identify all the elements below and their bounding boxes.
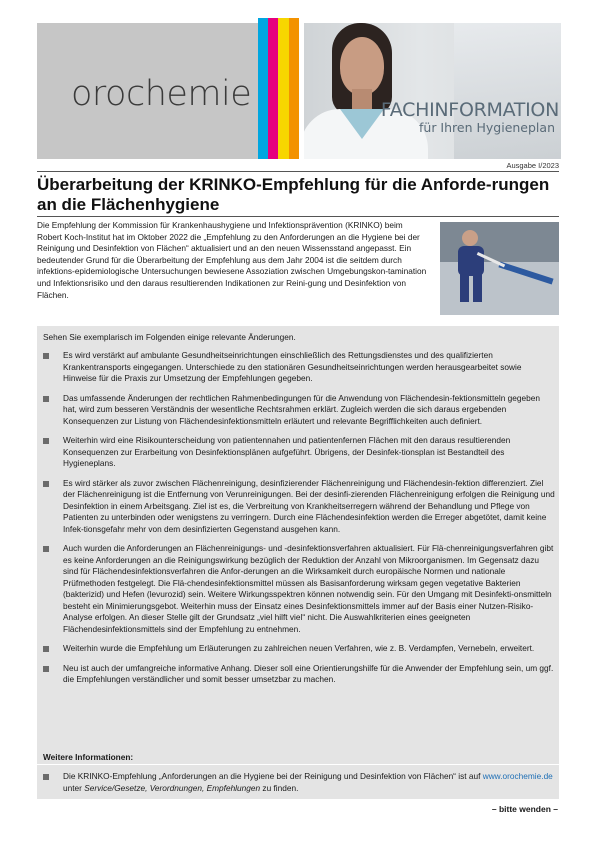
- stripe-blue: [258, 18, 268, 159]
- orochemie-link[interactable]: www.orochemie.de: [482, 771, 553, 781]
- color-stripes: [258, 18, 304, 159]
- bullet-square-icon: [43, 546, 49, 552]
- bullet-square-icon: [43, 353, 49, 359]
- changes-intro: Sehen Sie exemplarisch im Folgenden einige relevante Änderungen.: [43, 332, 296, 342]
- more-info-divider: [37, 764, 559, 765]
- bullet-square-icon: [43, 438, 49, 444]
- more-info-title: Weitere Informationen:: [43, 752, 134, 762]
- site-path: Service/Gesetze, Verordnungen, Empfehlungen: [84, 782, 261, 793]
- cleaning-photo: [440, 222, 559, 315]
- bullet-square-icon: [43, 396, 49, 402]
- fachinformation-title: FACHINFORMATION: [380, 99, 559, 121]
- orochemie-logo: orochemie: [71, 74, 252, 114]
- page-title: Überarbeitung der KRINKO-Empfehlung für die Anforde-rungen an die Flächenhygiene: [37, 175, 550, 214]
- divider-top: [37, 171, 559, 172]
- more-info-box: [37, 747, 559, 799]
- changes-box: [37, 326, 559, 747]
- turn-page-note: – bitte wenden –: [491, 804, 558, 814]
- list-item: Neu ist auch der umfangreiche informative Anhang. Dieser soll eine Orientierungshilfe für die Anwender der Empfehlung sein, um ggf. die Empfehlungen verständlicher und somit besser umsetzbar zu machen.: [43, 663, 555, 686]
- cleaning-illustration: [440, 222, 559, 315]
- bullet-square-icon: [43, 666, 49, 672]
- fachinformation-subtitle: für Ihren Hygieneplan: [419, 120, 555, 135]
- changes-list: [43, 350, 555, 694]
- list-item: Weiterhin wurde die Empfehlung um Erläuterungen zu zahlreichen neuen Verfahren, wie z. B. Verdampfen, Vernebeln, erweitert.: [43, 643, 555, 655]
- issue-label: Ausgabe I/2023: [506, 161, 559, 170]
- list-item: Es wird verstärkt auf ambulante Gesundheitseinrichtungen einschließlich des Rettungsdienstes und des qualifizierten Krankentransports eingegangen. Unterschiede zu den stationären Gesundheitseinrichtungen werden herausgearbeitet sowie Hinweise für die Praxis zur Umsetzung der Empfehlungen gegeben.: [43, 350, 555, 385]
- stripe-yellow: [278, 18, 289, 159]
- stripe-magenta: [268, 18, 278, 159]
- list-item: Es wird stärker als zuvor zwischen Flächenreinigung, desinfizierender Flächenreinigung und Flächendesin-fektion differenziert. Ziel der Flächenreinigung ist die Entfernung von Verunreinigungen. Bei der desinfi-zierenden Flächenreinigung erfolgen die Reinigung und Desinfektion in einem Arbeitsgang. Ziel ist es, die Verbreitung von Krankheitserregern während der Behandlung und Pflege von Patienten zu unterbinden oder wenigstens zu verringern. Durch eine Flächendesinfektion werden die Erreger abgetötet, damit keine Infek-tionsgefahr mehr von dem desinfizierten Gegenstand ausgehen kann.: [43, 478, 555, 536]
- bullet-square-icon: [43, 646, 49, 652]
- stripe-orange: [289, 18, 299, 159]
- header-banner: [37, 18, 561, 159]
- list-item: Das umfassende Änderungen der rechtlichen Rahmenbedingungen für die Anwendung von Flächendesin-fektionsmitteln gegeben hat, wird zum besseren Verständnis der wesentliche Rechtsrahmen erklärt. Zugleich werden die sich daraus ergebenden Konsequenzen zur Listung von Flächendesinfektionsmitteln erläutert und relevante Begrifflichkeiten auch definiert.: [43, 393, 555, 428]
- list-item: Weiterhin wird eine Risikounterscheidung von patientennahen und patientenfernen Flächen mit den daraus resultierenden Konsequenzen zur Erarbeitung von Desinfektionsplänen aufgeführt. Übrigens, der Desinfek-tionsplan ist Bestandteil des Hygieneplans.: [43, 435, 555, 470]
- list-item: Auch wurden die Anforderungen an Flächenreinigungs- und -desinfektionsverfahren aktualisiert. Für Flä-chenreinigungsverfahren gibt es keine Anforderungen an die Reinigungswirkung bezüglich der Reduktion der Anzahl von Mikroorganismen. Im Gegensatz dazu sind für Flächendesinfektionsverfahren die Anfor-derungen an die Wirksamkeit durch europäische Normen und nationale Prüfmethoden festgelegt. Die Flä-chendesinfektionsmittel müssen als Basisanforderung wirksam gegen vegetative Bakterien (bakterizid) und Hefen (levurozid) sein. Weitere Wirkungsspektren können notwendig sein. Für den Umgang mit Desinfekti-onsmitteln besteht ein Minimierungsgebot. Weiterhin muss der Einsatz eines Desinfektionsmittels immer auf der Basis einer Nutzen-Risiko-Analyse erfolgen. An dieser Stelle gilt der Grundsatz „viel hilft viel“ nicht. Die Auswahlkriterien eines geeigneten Flächendesinfektionsmittels sind der Empfehlung zu entnehmen.: [43, 543, 555, 635]
- intro-paragraph: Die Empfehlung der Kommission für Krankenhaushygiene und Infektionsprävention (KRINKO) beim Robert Koch-Institut hat im Oktober 2022 die „Empfehlung zu den Anforderungen an die Hygiene bei der Reinigung und Desinfektion von Flächen“ aktualisiert und an den neuen Wissensstand angepasst. Ein bedeutender Grund für die Überarbeitung der Empfehlung aus dem Jahr 2004 ist die seitdem durch infektions-epidemiologische Untersuchungen bewiesene Assoziation zwischen Umgebungskon-tamination und Infektionsrisiko und den daraus resultierenden Indikationen zur Reini-gung und Desinfektion von Flächen.: [37, 220, 427, 300]
- bullet-square-icon: [43, 774, 49, 780]
- bullet-square-icon: [43, 481, 49, 487]
- header-photo-doctor: [304, 23, 561, 159]
- divider-title: [37, 216, 559, 217]
- more-info-text: Die KRINKO-Empfehlung „Anforderungen an die Hygiene bei der Reinigung und Desinfektion von Flächen“ ist auf www.orochemie.de unter Service/Gesetze, Verordnungen, Empfehlungen zu finden.: [63, 771, 553, 793]
